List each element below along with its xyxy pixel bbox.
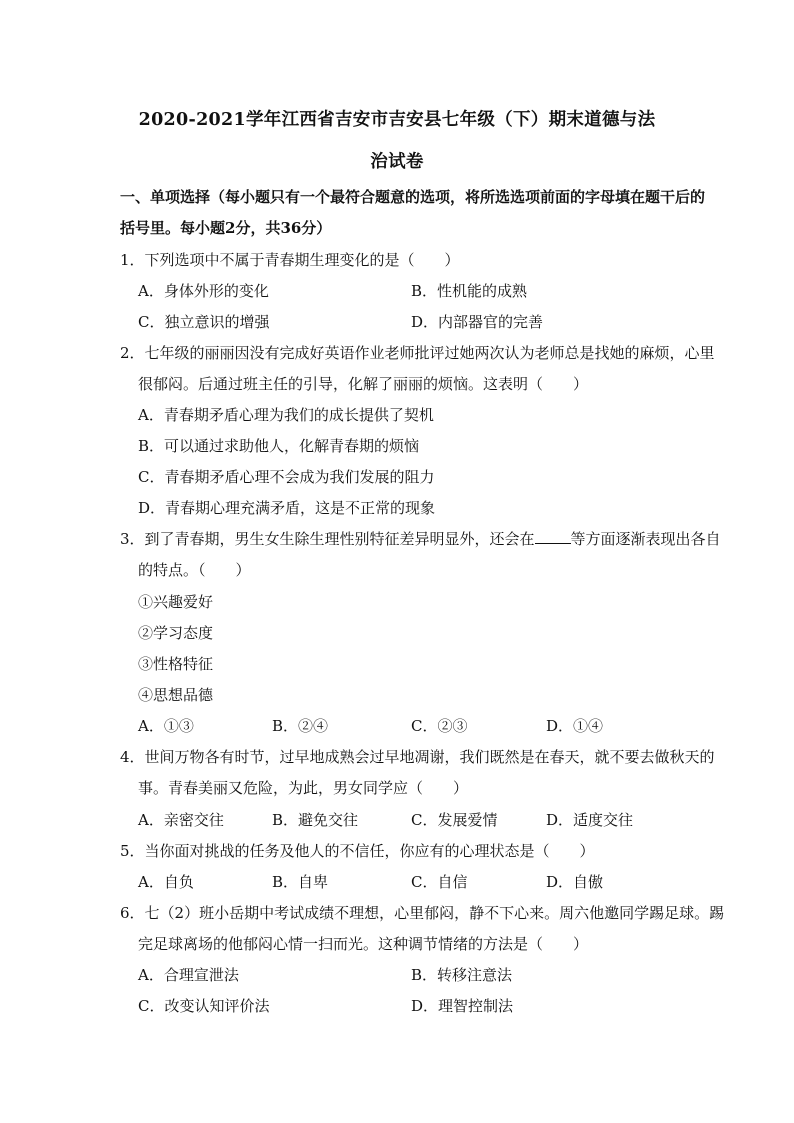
question-2-option-b: B．可以通过求助他人，化解青春期的烦恼 [138,437,420,455]
question-6-option-a: A．合理宣泄法 [138,966,239,984]
question-4-option-d: D．适度交往 [546,811,634,829]
question-2-option-d: D．青春期心理充满矛盾，这是不正常的现象 [138,499,436,517]
question-3-item-4: ④思想品德 [138,686,214,704]
answer-blank [535,531,571,544]
question-5-option-c: C．自信 [411,873,468,891]
question-4-option-b: B．避免交往 [272,811,359,829]
question-2-option-a: A．青春期矛盾心理为我们的成长提供了契机 [138,406,434,424]
question-3-item-3: ③性格特征 [138,655,214,673]
question-2-option-c: C．青春期矛盾心理不会成为我们发展的阻力 [138,468,435,486]
question-5-option-d: D．自傲 [546,873,604,891]
question-6-stem-line-2: 完足球离场的他郁闷心情一扫而光。这种调节情绪的方法是（ ） [138,935,589,953]
question-3-item-2: ②学习态度 [138,624,214,642]
question-6-option-d: D．理智控制法 [411,997,514,1015]
question-3-stem-line-2: 的特点。（ ） [138,561,251,579]
question-3-item-1: ①兴趣爱好 [138,593,214,611]
question-5-option-b: B．自卑 [272,873,329,891]
question-5-stem: 5．当你面对挑战的任务及他人的不信任，你应有的心理状态是（ ） [120,842,595,860]
question-3-stem-part-1: 3．到了青春期，男生女生除生理性别特征差异明显外，还会在 [120,530,535,548]
question-3-stem-line-1 [120,528,721,549]
question-4-option-c: C．发展爱情 [411,811,498,829]
section-heading-line-2: 括号里。每小题2分，共36分） [120,219,332,237]
question-4-stem-line-1: 4．世间万物各有时节，过早地成熟会过早地凋谢，我们既然是在春天，就不要去做秋天的 [120,748,715,766]
question-6-option-c: C．改变认知评价法 [138,997,270,1015]
question-4-stem-line-2: 事。青春美丽又危险，为此，男女同学应（ ） [138,779,469,797]
question-1-option-c: C．独立意识的增强 [138,313,270,331]
question-1-stem: 1．下列选项中不属于青春期生理变化的是（ ） [120,251,460,269]
question-5-option-a: A．自负 [138,873,194,891]
question-3-option-a: A．①③ [138,717,194,735]
question-3-option-c: C．②③ [411,717,468,735]
section-heading-line-1: 一、单项选择（每小题只有一个最符合题意的选项，将所选选项前面的字母填在题干后的 [120,188,706,206]
question-4-option-a: A．亲密交往 [138,811,224,829]
question-3-stem-part-2: 等方面逐渐表现出各自 [570,530,721,548]
exam-title-line-2: 治试卷 [370,152,424,172]
exam-title-line-1: 2020-2021学年江西省吉安市吉安县七年级（下）期末道德与法 [138,110,656,130]
question-3-option-b: B．②④ [272,717,329,735]
question-2-stem-line-2: 很郁闷。后通过班主任的引导，化解了丽丽的烦恼。这表明（ ） [138,375,589,393]
question-1-option-d: D．内部器官的完善 [411,313,544,331]
question-3-option-d: D．①④ [546,717,604,735]
question-6-option-b: B．转移注意法 [411,966,513,984]
question-1-option-a: A．身体外形的变化 [138,282,269,300]
question-6-stem-line-1: 6．七（2）班小岳期中考试成绩不理想，心里郁闷，静不下心来。周六他邀同学踢足球。踢 [120,904,725,922]
question-1-option-b: B．性机能的成熟 [411,282,528,300]
question-2-stem-line-1: 2．七年级的丽丽因没有完成好英语作业老师批评过她两次认为老师总是找她的麻烦，心里 [120,344,715,362]
